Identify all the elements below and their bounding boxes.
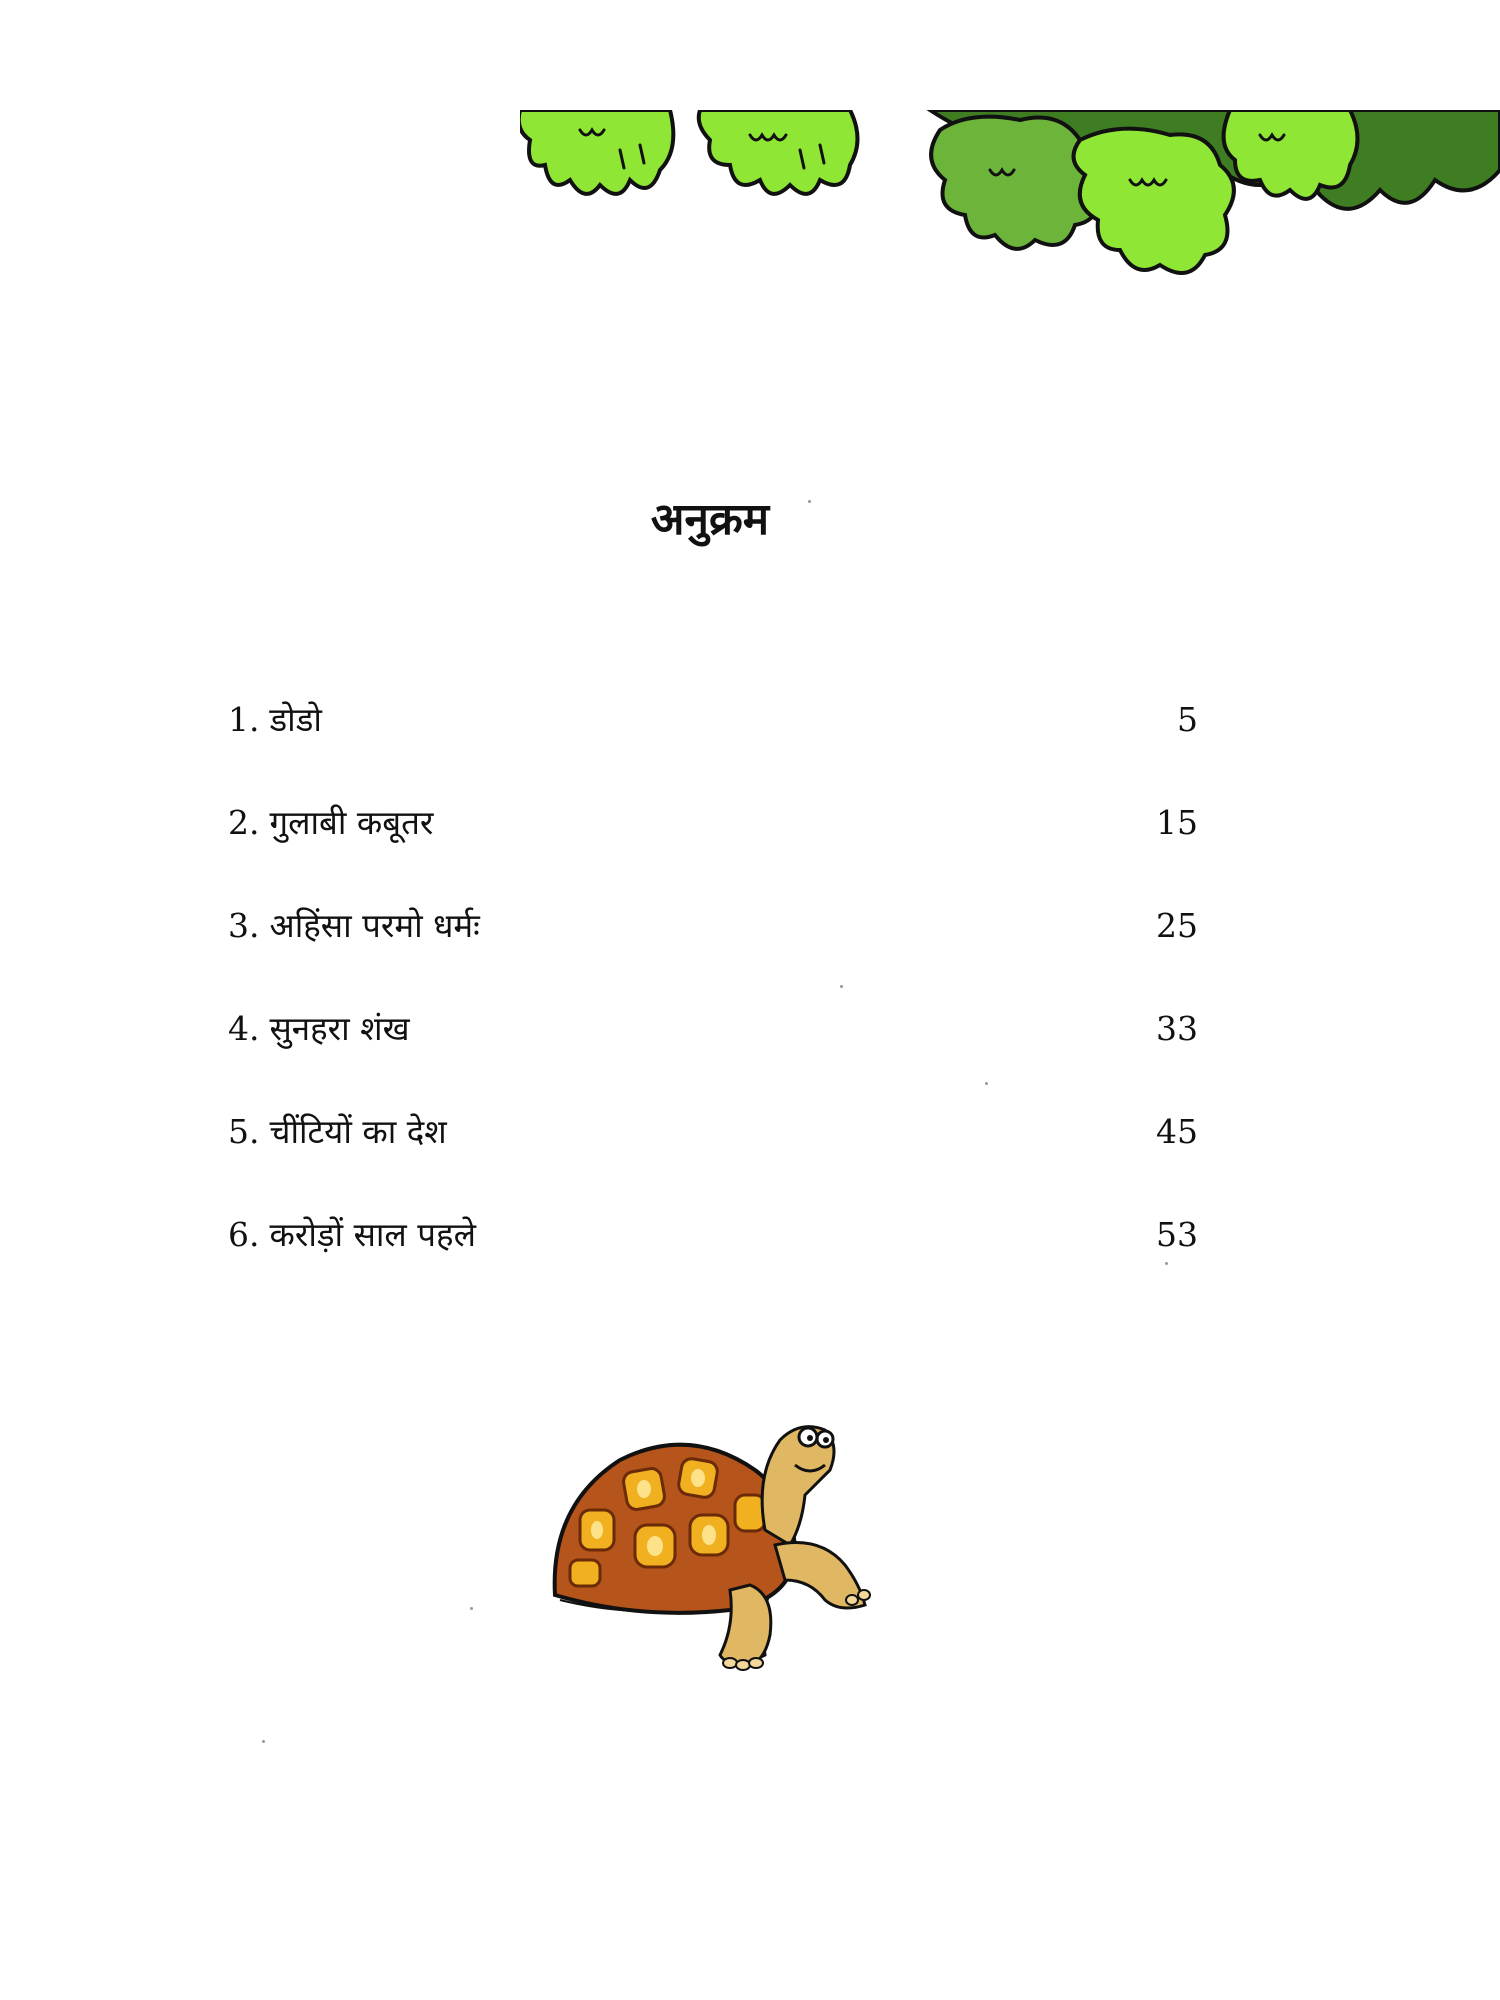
toc-entry-number: 2. (228, 803, 260, 842)
toc-entry (228, 901, 1198, 1004)
tree-foliage-illustration (520, 110, 1500, 280)
toc-entry (228, 1210, 1198, 1313)
toc-entry-page: 5 (1177, 700, 1198, 739)
toc-entry-number: 1. (228, 700, 260, 739)
toc-entry-number: 4. (228, 1009, 260, 1048)
toc-entry-number: 5. (228, 1112, 260, 1151)
scan-speck (470, 1607, 473, 1610)
table-of-contents (228, 695, 1198, 1313)
toc-entry-page: 33 (1156, 1009, 1198, 1048)
toc-entry-page: 45 (1156, 1112, 1198, 1151)
toc-entry-title: गुलाबी कबूतर (269, 803, 434, 842)
toc-entry-title: अहिंसा परमो धर्मः (269, 906, 480, 945)
tortoise-illustration (540, 1415, 910, 1675)
toc-entry-number: 6. (228, 1215, 260, 1254)
scan-speck (985, 1082, 988, 1085)
toc-entry (228, 1107, 1198, 1210)
toc-entry-page: 53 (1156, 1215, 1198, 1254)
scan-speck (840, 985, 843, 988)
toc-entry-title: करोड़ों साल पहले (269, 1215, 476, 1254)
scan-speck (808, 500, 811, 503)
page-title: अनुक्रम (650, 494, 770, 545)
scan-speck (262, 1740, 265, 1743)
toc-entry-page: 15 (1156, 803, 1198, 842)
toc-entry-page: 25 (1156, 906, 1198, 945)
toc-entry-title: सुनहरा शंख (269, 1009, 410, 1048)
toc-entry (228, 1004, 1198, 1107)
toc-entry (228, 798, 1198, 901)
toc-entry (228, 695, 1198, 798)
toc-entry-title: चींटियों का देश (269, 1112, 447, 1151)
scan-speck (1165, 1262, 1168, 1265)
toc-entry-number: 3. (228, 906, 260, 945)
toc-entry-title: डोडो (269, 700, 322, 739)
